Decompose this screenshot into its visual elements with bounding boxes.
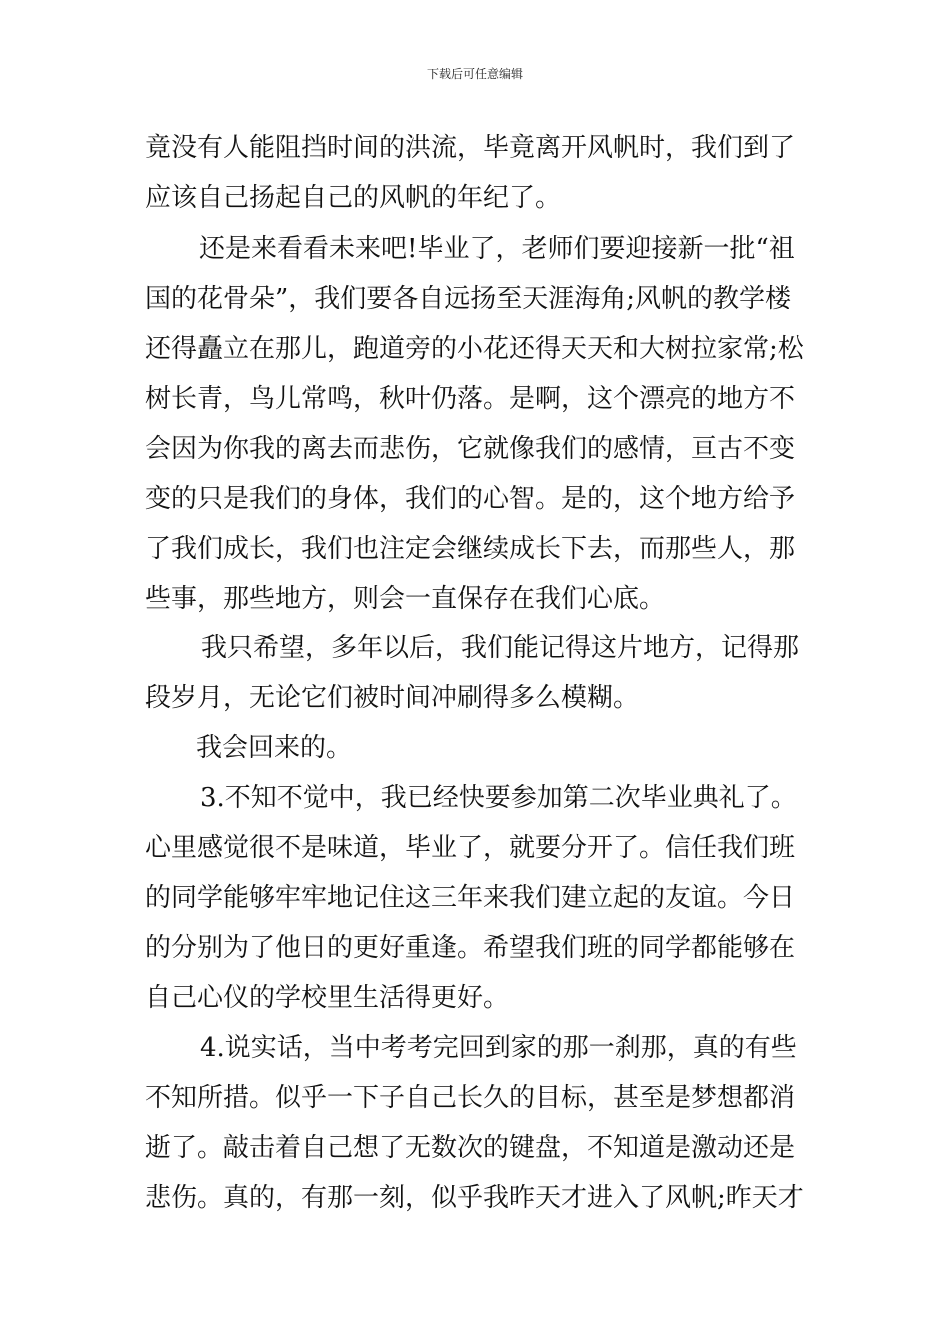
text-line: 我会回来的。 bbox=[196, 733, 353, 763]
text-line: 的分别为了他日的更好重逢。希望我们班的同学都能够在 bbox=[145, 933, 796, 963]
text-line: 还是来看看未来吧!毕业了，老师们要迎接新一批“祖 bbox=[199, 234, 795, 264]
text-line: 悲伤。真的，有那一刻，似乎我昨天才进入了风帆;昨天才 bbox=[145, 1183, 804, 1213]
text-line: 的同学能够牢牢地记住这三年来我们建立起的友谊。今日 bbox=[145, 883, 796, 913]
text-line: 应该自己扬起自己的风帆的年纪了。 bbox=[145, 183, 562, 213]
text-line: 不知所措。似乎一下子自己长久的目标，甚至是梦想都消 bbox=[145, 1083, 796, 1113]
text-line: 竟没有人能阻挡时间的洪流，毕竟离开风帆时，我们到了 bbox=[145, 133, 796, 163]
text-line: 我只希望，多年以后，我们能记得这片地方，记得那 bbox=[201, 633, 800, 663]
text-line: 变的只是我们的身体，我们的心智。是的，这个地方给予 bbox=[145, 484, 796, 514]
text-line: 心里感觉很不是味道，毕业了，就要分开了。信任我们班 bbox=[145, 833, 796, 863]
text-line: 自己心仪的学校里生活得更好。 bbox=[145, 983, 510, 1013]
text-line: 国的花骨朵”，我们要各自远扬至天涯海角;风帆的教学楼 bbox=[145, 284, 792, 314]
text-line: 些事，那些地方，则会一直保存在我们心底。 bbox=[145, 584, 666, 614]
text-line: 4.说实话，当中考考完回到家的那一刹那，真的有些 bbox=[200, 1033, 797, 1063]
text-line: 段岁月，无论它们被时间冲刷得多么模糊。 bbox=[145, 683, 640, 713]
text-line: 了我们成长，我们也注定会继续成长下去，而那些人，那 bbox=[145, 534, 796, 564]
text-line: 3.不知不觉中，我已经快要参加第二次毕业典礼了。 bbox=[200, 783, 797, 813]
page-header: 下载后可任意编辑 bbox=[426, 67, 523, 81]
text-line: 树长青，鸟儿常鸣，秋叶仍落。是啊，这个漂亮的地方不 bbox=[145, 384, 796, 414]
text-line: 还得矗立在那儿，跑道旁的小花还得天天和大树拉家常;松 bbox=[145, 334, 804, 364]
text-line: 会因为你我的离去而悲伤，它就像我们的感情，亘古不变 bbox=[145, 434, 796, 464]
text-line: 逝了。敲击着自己想了无数次的键盘，不知道是激动还是 bbox=[145, 1133, 796, 1163]
